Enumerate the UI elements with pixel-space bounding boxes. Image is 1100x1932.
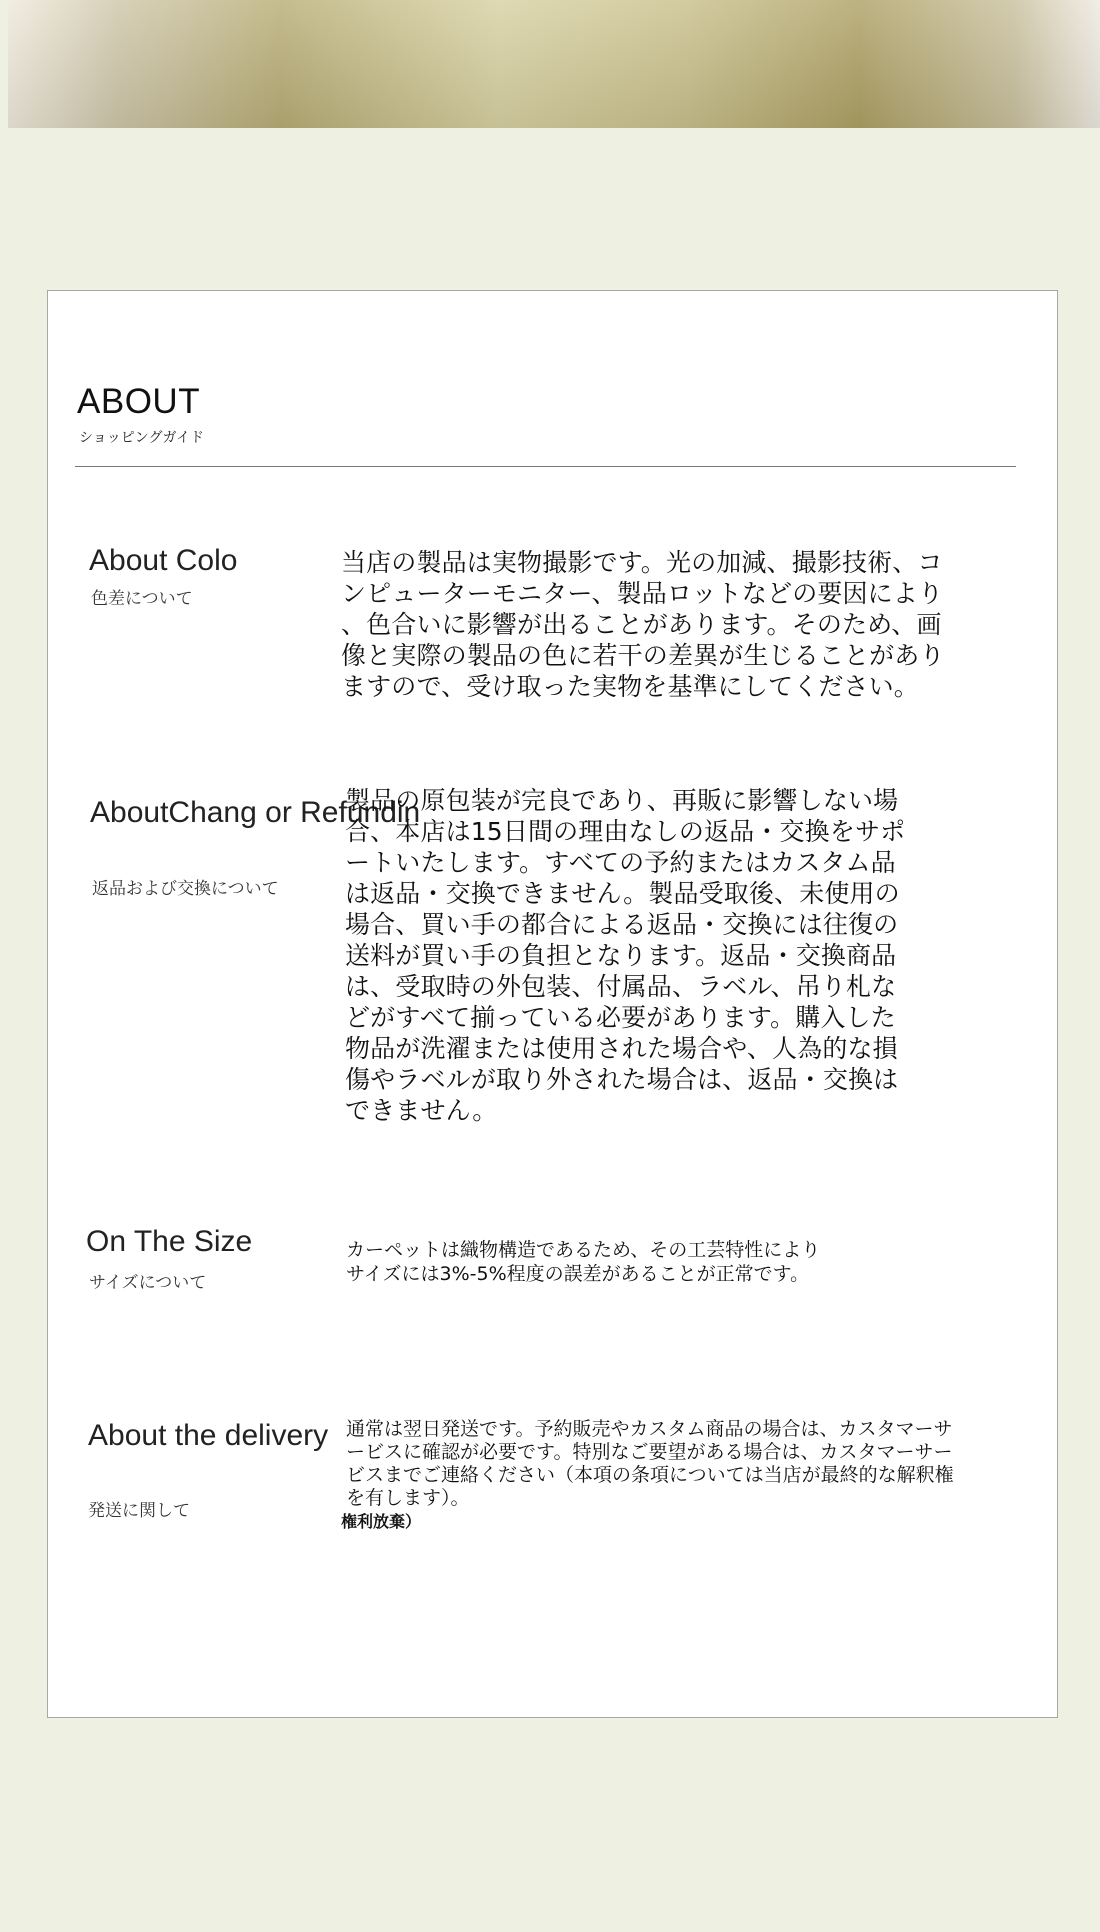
color-section-subtitle: 色差について (91, 589, 193, 609)
top-banner-image (8, 0, 1100, 128)
size-section-body: カーペットは織物構造であるため、その工芸特性により サイズには3%-5%程度の誤差があることが正常です。 (346, 1239, 821, 1285)
disclaimer-text: 権利放棄） (341, 1512, 422, 1531)
size-section-title: On The Size (86, 1225, 253, 1258)
title-divider (75, 466, 1016, 467)
returns-section-body: 製品の原包装が完良であり、再販に影響しない場 合、本店は15日間の理由なしの返品・交換をサポ ートいたします。すべての予約またはカスタム品 は返品・交換できません。製品受取後、未使用の 場合、買い手の都合による返品・交換には往復の 送料が買い手の負担となります。返品・交換商品 は、受取時の外包装、付属品、ラベル、吊り札な どがすべて揃っている必要があります。購入した 物品が洗濯または使用された場合や、人為的な損 傷やラベルが取り外された場合は、返品・交換は できません。 (345, 786, 906, 1125)
returns-section-subtitle: 返品および交換について (92, 879, 279, 899)
size-section-subtitle: サイズについて (89, 1273, 207, 1293)
color-section-title: About Colo (89, 544, 238, 577)
returns-section-title: AboutChang or Refundin (90, 796, 421, 829)
color-section-body: 当店の製品は実物撮影です。光の加減、撮影技術、コ ンピューターモニター、製品ロットなどの要因により 、色合いに影響が出ることがあります。そのため、画 像と実際の製品の色に若干の差異が生じることがあり ますので、受け取った実物を基準にしてください。 (341, 548, 945, 701)
page-title: ABOUT (77, 382, 201, 421)
delivery-section-subtitle: 発送に関して (88, 1501, 190, 1521)
delivery-section-title: About the delivery (88, 1419, 329, 1452)
delivery-section-body: 通常は翌日発送です。予約販売やカスタム商品の場合は、カスタマーサ ービスに確認が必要です。特別なご要望がある場合は、カスタマーサー ビスまでご連絡ください（本項の条項については当店が最終的な解釈権 を有します）。 (346, 1418, 954, 1509)
page-subtitle: ショッピングガイド (79, 430, 205, 446)
